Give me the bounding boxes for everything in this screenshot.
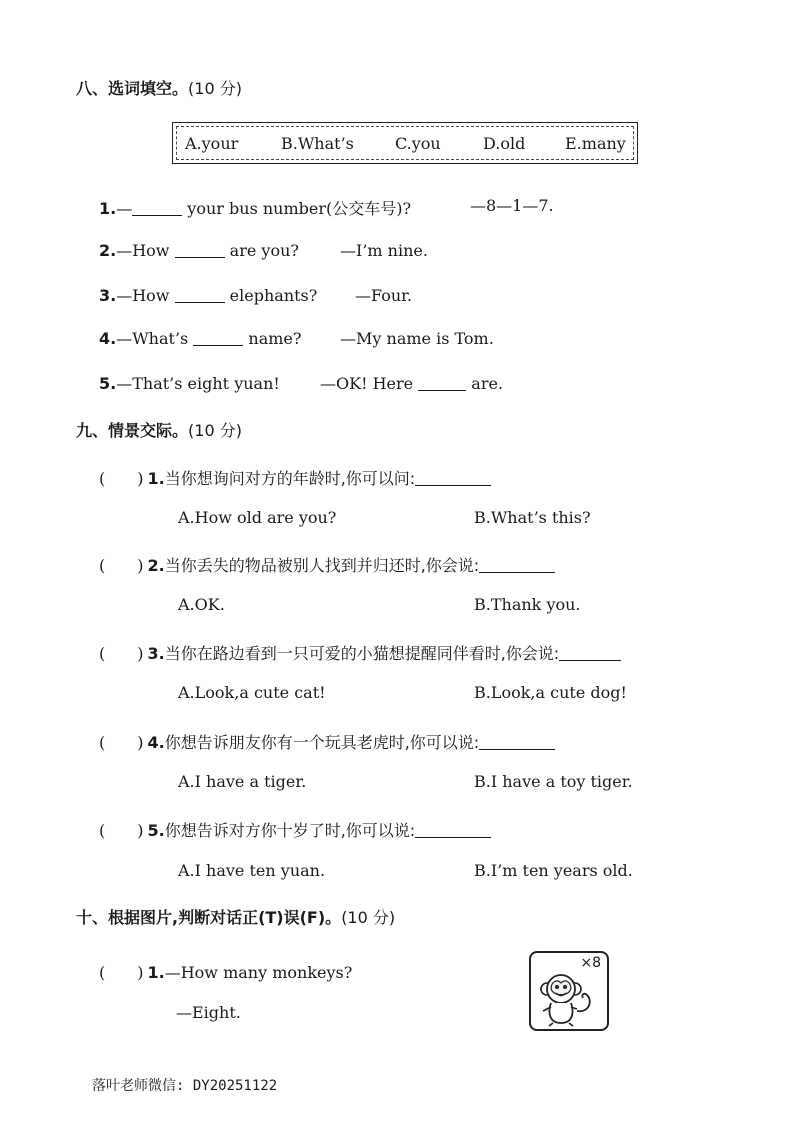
answer-paren[interactable]: ( ) [99, 556, 144, 575]
section10-heading [76, 905, 395, 928]
choice-item-1: ( ) 1.当你想询问对方的年龄时,你可以问: [99, 466, 491, 489]
choice-3-a: A.Look,a cute cat! [178, 683, 326, 702]
fill-blank[interactable] [175, 243, 225, 258]
section8-heading [76, 76, 242, 99]
choice-4-b: B.I have a toy tiger. [474, 772, 633, 791]
section10-title: 十、根据图片,判断对话正(T)误(F)。 [76, 908, 342, 927]
picture-count-label: ×8 [580, 955, 601, 971]
judge-item-1: ( ) 1.—How many monkeys? [99, 963, 353, 982]
choice-item-4: ( ) 4.你想告诉朋友你有一个玩具老虎时,你可以说: [99, 730, 555, 753]
answer-blank[interactable] [479, 735, 555, 750]
fill-item-4-answer: —My name is Tom. [340, 329, 494, 348]
answer-blank[interactable] [479, 558, 555, 573]
choice-item-5: ( ) 5.你想告诉对方你十岁了时,你可以说: [99, 818, 491, 841]
fill-item-5: 5.—That’s eight yuan! [99, 374, 280, 393]
choice-item-2: ( ) 2.当你丢失的物品被别人找到并归还时,你会说: [99, 553, 555, 576]
fill-item-1-answer: —8—1—7. [470, 196, 554, 215]
choice-5-b: B.I’m ten years old. [474, 861, 633, 880]
answer-paren[interactable]: ( ) [99, 469, 144, 488]
choice-2-a: A.OK. [178, 595, 225, 614]
footer-note: 落叶老师微信: DY20251122 [92, 1078, 278, 1094]
choice-item-3: ( ) 3.当你在路边看到一只可爱的小猫想提醒同伴看时,你会说: [99, 641, 621, 664]
choice-1-a: A.How old are you? [178, 508, 337, 527]
fill-blank[interactable] [418, 376, 466, 391]
fill-item-5-answer: —OK! Here are. [320, 374, 504, 393]
word-option-c: C.you [395, 134, 441, 153]
word-bank [172, 122, 638, 164]
section9-heading [76, 418, 242, 441]
fill-blank[interactable] [193, 331, 243, 346]
word-option-d: D.old [483, 134, 526, 153]
section8-points: (10 分) [188, 79, 242, 98]
monkey-icon [537, 971, 597, 1027]
choice-1-b: B.What’s this? [474, 508, 591, 527]
answer-paren[interactable]: ( ) [99, 821, 144, 840]
fill-item-1: 1.— your bus number(公交车号)? [99, 199, 412, 218]
answer-blank[interactable] [559, 646, 621, 661]
fill-item-3: 3.—How elephants? [99, 286, 318, 305]
word-option-e: E.many [565, 134, 626, 153]
word-option-b: B.What’s [281, 134, 354, 153]
fill-blank[interactable] [175, 288, 225, 303]
monkey-picture [529, 951, 609, 1031]
section10-points: (10 分) [341, 908, 396, 927]
section9-title: 九、情景交际。 [76, 421, 189, 440]
choice-4-a: A.I have a tiger. [178, 772, 307, 791]
answer-paren[interactable]: ( ) [99, 644, 144, 663]
choice-5-a: A.I have ten yuan. [178, 861, 326, 880]
section8-title: 八、选词填空。 [76, 79, 189, 98]
answer-blank[interactable] [415, 471, 491, 486]
fill-item-2-answer: —I’m nine. [340, 241, 428, 260]
answer-blank[interactable] [415, 823, 491, 838]
judge-item-1-answer: —Eight. [176, 1003, 241, 1022]
fill-blank[interactable] [132, 201, 182, 216]
fill-item-2: 2.—How are you? [99, 241, 299, 260]
section9-points: (10 分) [188, 421, 242, 440]
choice-2-b: B.Thank you. [474, 595, 581, 614]
choice-3-b: B.Look,a cute dog! [474, 683, 627, 702]
word-option-a: A.your [185, 134, 239, 153]
answer-paren[interactable]: ( ) [99, 733, 144, 752]
fill-item-4: 4.—What’s name? [99, 329, 302, 348]
fill-item-3-answer: —Four. [355, 286, 413, 305]
answer-paren[interactable]: ( ) [99, 963, 144, 982]
